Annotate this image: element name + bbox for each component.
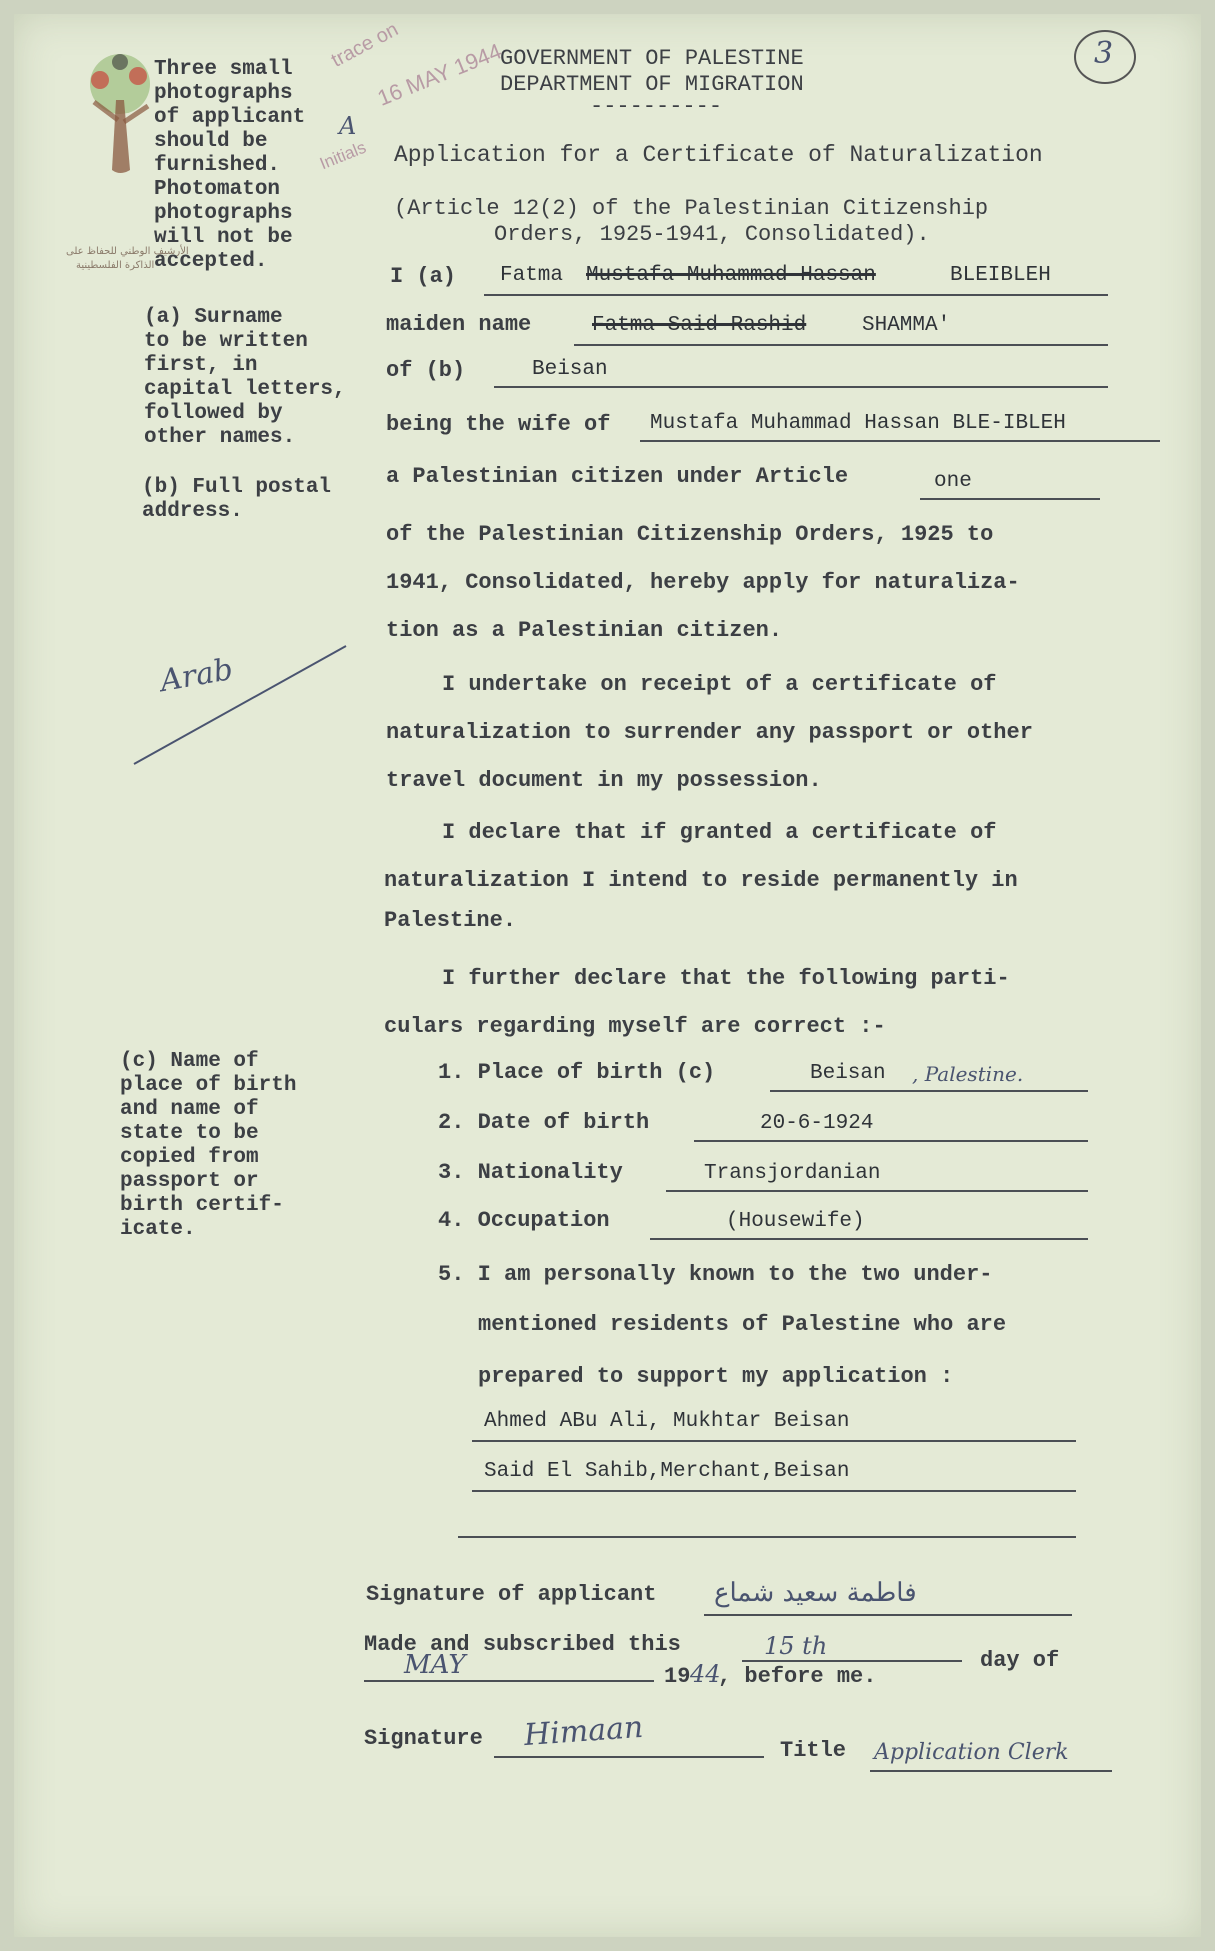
address-underline bbox=[494, 386, 1108, 388]
para1-line1: of the Palestinian Citizenship Orders, 1925 to bbox=[386, 522, 994, 547]
item-3-value: Transjordanian bbox=[704, 1162, 881, 1185]
referee-1: Ahmed ABu Ali, Mukhtar Beisan bbox=[484, 1410, 850, 1433]
label-maiden-name: maiden name bbox=[386, 312, 532, 337]
month-underline bbox=[364, 1680, 654, 1682]
item-1-label: 1. Place of birth (c) bbox=[438, 1060, 716, 1085]
margin-note-photos: Three small photographs of applicant should be furnished. Photomaton photographs will not be accepted. bbox=[154, 58, 306, 273]
form-subtitle-2: Orders, 1925-1941, Consolidated). bbox=[494, 222, 930, 247]
signature-officer-underline bbox=[494, 1756, 764, 1758]
margin-note-b: (b) Full postal address. bbox=[142, 476, 332, 523]
para3-line2: naturalization I intend to reside permanently in bbox=[384, 868, 1018, 893]
blank-underline bbox=[458, 1536, 1076, 1538]
item-5-line3: prepared to support my application : bbox=[478, 1364, 954, 1389]
item-5-line2: mentioned residents of Palestine who are bbox=[478, 1312, 1007, 1337]
signature-applicant-underline bbox=[704, 1614, 1072, 1616]
item-1-underline bbox=[770, 1090, 1088, 1092]
handwritten-day: 15 th bbox=[764, 1632, 828, 1660]
stamp-date: 16 MAY 1944 bbox=[373, 38, 505, 111]
item-1-value: Beisan bbox=[810, 1062, 886, 1085]
referee-2-underline bbox=[472, 1490, 1076, 1492]
day-underline bbox=[742, 1660, 962, 1662]
document-page bbox=[14, 14, 1201, 1937]
handwritten-slash bbox=[124, 634, 354, 774]
item-2-label: 2. Date of birth bbox=[438, 1110, 650, 1135]
label-signature-applicant: Signature of applicant bbox=[366, 1582, 657, 1607]
title-underline bbox=[870, 1770, 1112, 1772]
handwritten-birth-country: , Palestine. bbox=[912, 1062, 1024, 1086]
label-of-b: of (b) bbox=[386, 358, 466, 383]
item-4-label: 4. Occupation bbox=[438, 1208, 610, 1233]
label-made-subscribed: Made and subscribed this bbox=[364, 1632, 681, 1657]
applicant-first-name: Fatma bbox=[500, 264, 564, 287]
archive-logo-text-2: الذاكرة الفلسطينية bbox=[76, 260, 155, 271]
para2-line1: I undertake on receipt of a certificate of bbox=[442, 672, 997, 697]
stamp-initials: Initials bbox=[317, 137, 369, 174]
page-number: 3 bbox=[1094, 36, 1114, 71]
label-signature: Signature bbox=[364, 1726, 483, 1751]
margin-note-a: (a) Surname to be written first, in capital letters, followed by other names. bbox=[144, 306, 346, 449]
address-value: Beisan bbox=[532, 358, 608, 381]
item-2-underline bbox=[694, 1140, 1088, 1142]
header-divider: ---------- bbox=[590, 94, 723, 119]
form-subtitle-1: (Article 12(2) of the Palestinian Citizenship bbox=[394, 196, 989, 221]
label-day-of: day of bbox=[980, 1648, 1060, 1673]
para4-line1: I further declare that the following parti- bbox=[442, 966, 1010, 991]
para1-line3: tion as a Palestinian citizen. bbox=[386, 618, 783, 643]
stamp-handwritten-mark: A bbox=[339, 112, 357, 140]
para1-line2: 1941, Consolidated, hereby apply for naturaliza- bbox=[386, 570, 1020, 595]
name-underline bbox=[484, 294, 1108, 296]
para2-line2: naturalization to surrender any passport or other bbox=[386, 720, 1033, 745]
label-before-me: , before me. bbox=[718, 1664, 877, 1689]
handwritten-title-value: Application Clerk bbox=[874, 1740, 1069, 1765]
label-wife-of: being the wife of bbox=[386, 412, 611, 437]
para2-line3: travel document in my possession. bbox=[386, 768, 822, 793]
maiden-underline bbox=[574, 344, 1108, 346]
label-year-prefix: 19 bbox=[664, 1664, 691, 1689]
handwritten-arab: Arab bbox=[157, 651, 236, 700]
applicant-surname: BLEIBLEH bbox=[950, 264, 1051, 287]
form-title: Application for a Certificate of Naturalization bbox=[394, 142, 1043, 168]
para3-line1: I declare that if granted a certificate of bbox=[442, 820, 997, 845]
signature-applicant: فاطمة سعيد شماع bbox=[714, 1578, 917, 1608]
applicant-struck-name: Mustafa Muhammad Hassan bbox=[586, 264, 876, 287]
maiden-struck: Fatma Said Rashid bbox=[592, 314, 807, 337]
referee-1-underline bbox=[472, 1440, 1076, 1442]
margin-note-c: (c) Name of place of birth and name of state to be copied from passport or birth certif- icate. bbox=[120, 1050, 297, 1241]
item-2-value: 20-6-1924 bbox=[760, 1112, 874, 1135]
husband-name: Mustafa Muhammad Hassan BLE-IBLEH bbox=[650, 412, 1066, 435]
label-i-a: I (a) bbox=[390, 264, 457, 289]
archive-logo-text-1: الأرشيف الوطني للحفاظ على bbox=[66, 246, 189, 257]
header-government: GOVERNMENT OF PALESTINE bbox=[500, 46, 804, 71]
article-value: one bbox=[934, 470, 972, 493]
husband-underline bbox=[640, 440, 1160, 442]
item-4-value: (Housewife) bbox=[726, 1210, 865, 1233]
para4-line2: culars regarding myself are correct :- bbox=[384, 1014, 886, 1039]
label-title: Title bbox=[780, 1738, 847, 1763]
article-text: a Palestinian citizen under Article bbox=[386, 464, 849, 489]
item-3-label: 3. Nationality bbox=[438, 1160, 623, 1185]
para3-line3: Palestine. bbox=[384, 908, 517, 933]
referee-2: Said El Sahib,Merchant,Beisan bbox=[484, 1460, 850, 1483]
header-department: DEPARTMENT OF MIGRATION bbox=[500, 72, 804, 97]
handwritten-year: 44 bbox=[690, 1660, 721, 1688]
handwritten-month: MAY bbox=[404, 1650, 466, 1680]
article-underline bbox=[920, 498, 1100, 500]
item-4-underline bbox=[650, 1238, 1088, 1240]
item-3-underline bbox=[666, 1190, 1088, 1192]
maiden-value: SHAMMA' bbox=[862, 314, 951, 337]
item-5-line1: 5. I am personally known to the two under- bbox=[438, 1262, 993, 1287]
signature-officer: Himaan bbox=[522, 1709, 645, 1754]
stamp-trace: trace on bbox=[327, 18, 402, 72]
